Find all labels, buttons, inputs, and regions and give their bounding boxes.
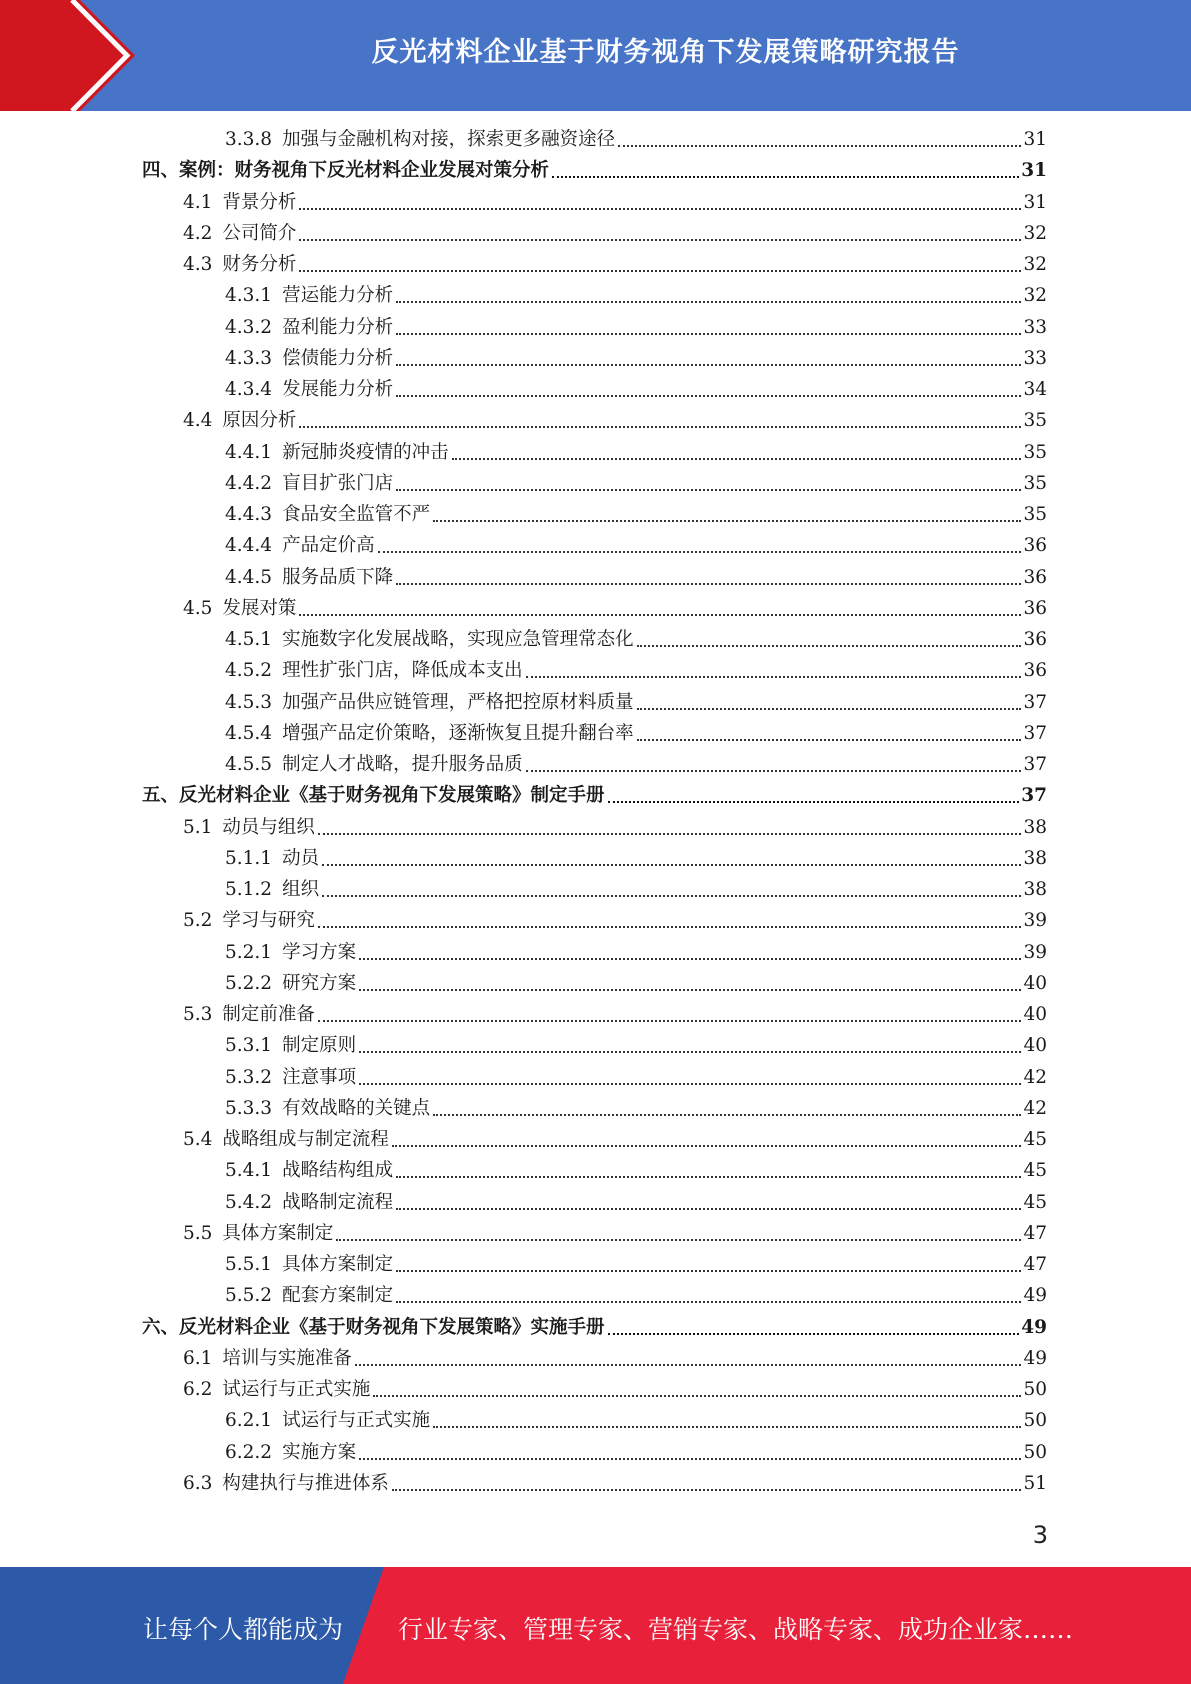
toc-entry-title: 配套方案制定 [282, 1285, 394, 1307]
toc-entry[interactable] [183, 1222, 1047, 1246]
toc-dot-leader [318, 1019, 1022, 1022]
toc-entry-page: 32 [1023, 222, 1047, 244]
toc-entry[interactable] [225, 1409, 1047, 1433]
toc-entry-title: 制定原则 [282, 1035, 357, 1057]
toc-entry-page: 37 [1021, 785, 1047, 807]
toc-dot-leader [608, 1332, 1020, 1335]
toc-entry-page: 35 [1023, 472, 1047, 494]
toc-entry-title: 产品定价高 [282, 535, 375, 557]
toc-entry-number: 4.4.3 [225, 504, 273, 525]
toc-entry[interactable] [183, 1128, 1047, 1152]
toc-entry-page: 51 [1023, 1472, 1047, 1494]
toc-dot-leader [637, 738, 1022, 741]
toc-entry[interactable] [225, 534, 1047, 558]
toc-dot-leader [373, 1394, 1021, 1397]
toc-entry-title: 战略制定流程 [282, 1191, 394, 1213]
toc-entry-title: 具体方案制定 [222, 1222, 334, 1244]
toc-dot-leader [299, 207, 1021, 210]
toc-dot-leader [396, 1207, 1021, 1210]
toc-dot-leader [299, 613, 1021, 616]
toc-entry-title: 试运行与正式实施 [222, 1379, 371, 1400]
toc-entry[interactable] [183, 1347, 1047, 1371]
toc-entry-number: 4.3 [183, 254, 213, 275]
toc-entry-number: 5.3.3 [225, 1097, 273, 1119]
toc-entry-page: 33 [1023, 316, 1047, 338]
toc-entry[interactable] [183, 816, 1047, 840]
toc-entry-page: 33 [1023, 347, 1047, 369]
toc-entry-page: 49 [1023, 1285, 1047, 1307]
toc-dot-leader [318, 925, 1022, 928]
toc-dot-leader [336, 1238, 1021, 1241]
toc-dot-leader [396, 1300, 1021, 1303]
toc-entry-title: 加强与金融机构对接，探索更多融资途径 [282, 129, 616, 150]
toc-dot-leader [359, 988, 1021, 991]
toc-entry-title: 动员与组织 [222, 816, 315, 838]
toc-entry-title: 战略组成与制定流程 [222, 1129, 389, 1150]
toc-entry-title: 试运行与正式实施 [282, 1410, 431, 1432]
toc-entry-number: 4.4.2 [225, 472, 273, 494]
toc-entry-page: 40 [1023, 1035, 1047, 1057]
toc-entry-title: 研究方案 [282, 972, 357, 994]
toc-entry-title: 有效战略的关键点 [282, 1097, 431, 1119]
toc-entry-number: 5.4.1 [225, 1160, 273, 1182]
toc-entry-title: 学习方案 [282, 941, 357, 963]
toc-entry[interactable] [225, 628, 1047, 652]
toc-dot-leader [526, 769, 1022, 772]
toc-entry-page: 35 [1023, 504, 1047, 525]
toc-dot-leader [452, 457, 1022, 460]
toc-entry[interactable] [225, 691, 1047, 715]
toc-entry-page: 39 [1023, 941, 1047, 963]
toc-entry[interactable] [225, 503, 1047, 527]
toc-entry-title: 动员 [282, 847, 320, 869]
toc-entry-title: 偿债能力分析 [282, 347, 394, 369]
toc-entry-page: 31 [1023, 191, 1047, 213]
toc-entry[interactable] [225, 659, 1047, 683]
toc-entry-number: 5.1.2 [225, 879, 273, 900]
toc-dot-leader [359, 1082, 1021, 1085]
toc-entry-page: 38 [1023, 847, 1047, 869]
toc-entry[interactable] [183, 191, 1047, 215]
toc-entry-title: 实施数字化发展战略，实现应急管理常态化 [282, 629, 634, 650]
toc-entry[interactable] [225, 378, 1047, 402]
toc-entry[interactable] [225, 847, 1047, 871]
toc-entry-number: 4.5.5 [225, 754, 273, 775]
toc-entry-number: 4.4.1 [225, 441, 273, 463]
toc-entry-number: 4.4 [183, 410, 213, 432]
toc-entry-number: 4.2 [183, 222, 213, 244]
toc-dot-leader [355, 1363, 1022, 1366]
toc-dot-leader [433, 1425, 1021, 1428]
toc-entry-number: 5.5.2 [225, 1285, 273, 1307]
toc-dot-leader [396, 1269, 1021, 1272]
footer-slogan-right: 行业专家、管理专家、营销专家、战略专家、成功企业家…… [398, 1615, 1074, 1644]
toc-entry-page: 34 [1023, 379, 1047, 400]
toc-entry-number: 6.2 [183, 1379, 213, 1400]
toc-entry-number: 5.5 [183, 1222, 213, 1244]
toc-entry[interactable] [225, 753, 1047, 777]
toc-chapter-entry[interactable] [142, 159, 1047, 183]
toc-entry[interactable] [225, 878, 1047, 902]
toc-entry[interactable] [225, 128, 1047, 152]
toc-entry[interactable] [225, 284, 1047, 308]
toc-entry-title: 制定前准备 [222, 1004, 315, 1025]
toc-entry-title: 加强产品供应链管理，严格把控原材料质量 [282, 691, 634, 713]
toc-dot-leader [396, 1175, 1021, 1178]
toc-entry-number: 6.1 [183, 1347, 213, 1369]
toc-entry-title: 学习与研究 [222, 910, 315, 932]
toc-entry[interactable] [225, 347, 1047, 371]
toc-entry-number: 4.5 [183, 597, 213, 619]
toc-entry[interactable] [183, 1378, 1047, 1402]
toc-entry[interactable] [225, 1159, 1047, 1183]
toc-dot-leader [322, 894, 1021, 897]
toc-entry-title: 组织 [282, 879, 320, 900]
toc-entry-title: 背景分析 [222, 191, 297, 213]
toc-dot-leader [526, 675, 1022, 678]
page-header [0, 0, 1191, 111]
toc-entry-number: 4.5.4 [225, 722, 273, 744]
toc-entry-title: 战略结构组成 [282, 1160, 394, 1182]
toc-dot-leader [608, 800, 1020, 803]
toc-entry-title: 服务品质下降 [282, 566, 394, 588]
header-arrow-decoration [0, 0, 140, 111]
toc-entry-title: 具体方案制定 [282, 1254, 394, 1275]
toc-entry[interactable] [225, 566, 1047, 590]
toc-dot-leader [392, 1144, 1022, 1147]
toc-dot-leader [396, 300, 1021, 303]
toc-entry[interactable] [225, 1066, 1047, 1090]
toc-entry-number: 4.5.1 [225, 629, 273, 650]
toc-entry-page: 47 [1023, 1254, 1047, 1275]
toc-entry-number: 5.4 [183, 1129, 213, 1150]
toc-entry-title: 实施方案 [282, 1441, 357, 1463]
toc-entry[interactable] [183, 909, 1047, 933]
toc-entry[interactable] [225, 472, 1047, 496]
toc-entry[interactable] [225, 1284, 1047, 1308]
toc-entry-page: 36 [1023, 566, 1047, 588]
toc-entry-number: 6.3 [183, 1472, 213, 1494]
toc-entry-title: 发展对策 [222, 597, 297, 619]
toc-entry-page: 32 [1023, 285, 1047, 307]
toc-entry-page: 31 [1023, 129, 1047, 150]
toc-entry-number: 5.2.2 [225, 972, 273, 994]
toc-chapter-entry[interactable] [142, 784, 1047, 808]
toc-entry-number: 5.1 [183, 816, 213, 838]
toc-entry[interactable] [225, 316, 1047, 340]
toc-dot-leader [396, 363, 1021, 366]
toc-entry-number: 5.4.2 [225, 1191, 273, 1213]
toc-entry-page: 49 [1023, 1347, 1047, 1369]
toc-entry-title: 新冠肺炎疫情的冲击 [282, 441, 449, 463]
toc-entry-title: 培训与实施准备 [222, 1347, 352, 1369]
toc-entry-title: 制定人才战略，提升服务品质 [282, 754, 523, 775]
toc-entry[interactable] [225, 441, 1047, 465]
toc-entry-page: 35 [1023, 441, 1047, 463]
toc-entry[interactable] [183, 409, 1047, 433]
toc-entry-number: 4.5.2 [225, 660, 273, 682]
toc-dot-leader [433, 1113, 1021, 1116]
toc-entry-number: 5.2.1 [225, 941, 273, 963]
toc-dot-leader [359, 1457, 1021, 1460]
toc-entry-page: 40 [1023, 972, 1047, 994]
toc-entry-number: 5.2 [183, 910, 213, 932]
toc-entry-title: 食品安全监管不严 [282, 504, 431, 525]
toc-entry-page: 36 [1023, 535, 1047, 557]
toc-entry-title: 盲目扩张门店 [282, 472, 394, 494]
toc-dot-leader [299, 269, 1021, 272]
toc-dot-leader [552, 175, 1019, 178]
toc-entry-title: 五、反光材料企业《基于财务视角下发展策略》制定手册 [142, 785, 605, 807]
toc-entry-number: 4.5.3 [225, 691, 273, 713]
toc-dot-leader [378, 550, 1022, 553]
toc-entry-number: 5.5.1 [225, 1254, 273, 1275]
toc-entry[interactable] [225, 972, 1047, 996]
toc-entry-page: 31 [1021, 160, 1047, 182]
toc-entry-number: 5.3.2 [225, 1066, 273, 1088]
toc-entry-title: 注意事项 [282, 1066, 357, 1088]
toc-dot-leader [359, 957, 1021, 960]
toc-entry[interactable] [225, 941, 1047, 965]
toc-entry-page: 50 [1023, 1441, 1047, 1463]
page-number: 3 [1032, 1521, 1048, 1549]
toc-entry-number: 4.1 [183, 191, 213, 213]
footer-slogan-left: 让每个人都能成为 [143, 1615, 344, 1644]
toc-dot-leader [618, 144, 1021, 147]
toc-dot-leader [396, 332, 1021, 335]
toc-entry-title: 构建执行与推进体系 [222, 1472, 389, 1494]
toc-entry[interactable] [183, 222, 1047, 246]
toc-entry[interactable] [183, 253, 1047, 277]
toc-dot-leader [392, 1488, 1022, 1491]
toc-entry-title: 营运能力分析 [282, 285, 394, 307]
toc-dot-leader [637, 644, 1022, 647]
toc-entry-title: 六、反光材料企业《基于财务视角下发展策略》实施手册 [142, 1316, 605, 1338]
toc-entry-page: 38 [1023, 879, 1047, 900]
toc-entry[interactable] [225, 1191, 1047, 1215]
toc-dot-leader [322, 863, 1021, 866]
toc-entry-page: 35 [1023, 410, 1047, 432]
toc-dot-leader [299, 238, 1021, 241]
toc-entry-page: 36 [1023, 597, 1047, 619]
toc-entry-page: 36 [1023, 629, 1047, 650]
toc-entry-number: 6.2.2 [225, 1441, 273, 1463]
toc-entry-page: 32 [1023, 254, 1047, 275]
toc-entry-title: 盈利能力分析 [282, 316, 394, 338]
toc-entry-page: 40 [1023, 1004, 1047, 1025]
toc-entry-number: 5.3 [183, 1004, 213, 1025]
toc-entry[interactable] [183, 597, 1047, 621]
toc-entry[interactable] [225, 1034, 1047, 1058]
toc-entry-page: 50 [1023, 1410, 1047, 1432]
toc-entry-title: 理性扩张门店，降低成本支出 [282, 660, 523, 682]
toc-entry-page: 36 [1023, 660, 1047, 682]
toc-entry-page: 47 [1023, 1222, 1047, 1244]
toc-entry-page: 45 [1023, 1129, 1047, 1150]
toc-entry-number: 6.2.1 [225, 1410, 273, 1432]
toc-dot-leader [396, 488, 1021, 491]
toc-dot-leader [433, 519, 1021, 522]
toc-entry-page: 37 [1023, 754, 1047, 775]
toc-entry[interactable] [225, 1441, 1047, 1465]
toc-entry-page: 39 [1023, 910, 1047, 932]
toc-dot-leader [396, 394, 1021, 397]
toc-entry-number: 5.3.1 [225, 1035, 273, 1057]
toc-entry-page: 45 [1023, 1160, 1047, 1182]
toc-entry[interactable] [225, 1253, 1047, 1277]
toc-entry-title: 四、案例：财务视角下反光材料企业发展对策分析 [142, 160, 550, 182]
toc-entry[interactable] [183, 1003, 1047, 1027]
toc-entry-number: 4.4.4 [225, 535, 273, 557]
toc-entry-number: 4.4.5 [225, 566, 273, 588]
toc-entry-title: 财务分析 [222, 254, 297, 275]
toc-entry-number: 5.1.1 [225, 847, 273, 869]
toc-chapter-entry[interactable] [142, 1316, 1047, 1340]
toc-entry-number: 4.3.1 [225, 285, 273, 307]
toc-entry-title: 增强产品定价策略，逐渐恢复且提升翻台率 [282, 722, 634, 744]
toc-entry-page: 38 [1023, 816, 1047, 838]
page-footer [0, 1567, 1191, 1684]
toc-entry-page: 42 [1023, 1066, 1047, 1088]
toc-entry-number: 3.3.8 [225, 129, 273, 150]
toc-entry-page: 50 [1023, 1379, 1047, 1400]
toc-entry[interactable] [225, 722, 1047, 746]
toc-entry-page: 37 [1023, 722, 1047, 744]
toc-dot-leader [359, 1050, 1021, 1053]
document-title: 反光材料企业基于财务视角下发展策略研究报告 [371, 37, 960, 68]
toc-entry-number: 4.3.4 [225, 379, 273, 400]
toc-dot-leader [637, 707, 1022, 710]
toc-entry-number: 4.3.2 [225, 316, 273, 338]
toc-entry-number: 4.3.3 [225, 347, 273, 369]
toc-entry-page: 37 [1023, 691, 1047, 713]
toc-dot-leader [396, 582, 1021, 585]
toc-entry-page: 42 [1023, 1097, 1047, 1119]
toc-entry-page: 45 [1023, 1191, 1047, 1213]
toc-entry[interactable] [183, 1472, 1047, 1496]
toc-entry-title: 原因分析 [222, 410, 297, 432]
toc-entry[interactable] [225, 1097, 1047, 1121]
toc-entry-page: 49 [1021, 1316, 1047, 1338]
toc-dot-leader [299, 425, 1021, 428]
toc-entry-title: 发展能力分析 [282, 379, 394, 400]
header-red-chevron [0, 0, 135, 111]
toc-entry-title: 公司简介 [222, 222, 297, 244]
toc-dot-leader [318, 832, 1022, 835]
